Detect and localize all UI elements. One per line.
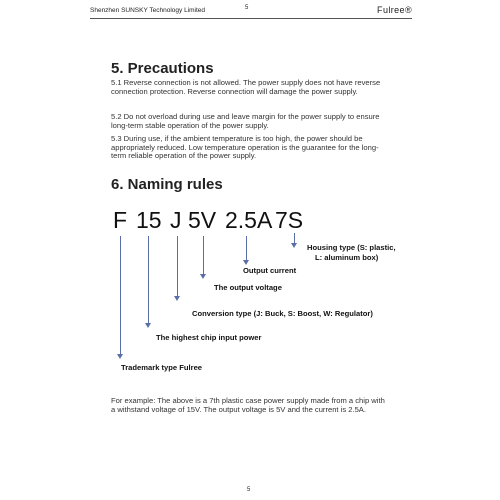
precaution-5-1: 5.1 Reverse connection is not allowed. The power supply does not have reverse connection protection. Reverse connection will damage the power supply.	[111, 78, 381, 96]
arrow-current-head	[243, 260, 249, 265]
code-part-chip-voltage: 15	[136, 207, 162, 233]
arrow-chip-head	[145, 323, 151, 328]
header-brand: Fulree®	[377, 5, 412, 15]
label-conversion-type: Conversion type (J: Buck, S: Boost, W: Regulator)	[192, 309, 373, 318]
code-part-output-voltage: 5V	[188, 207, 217, 233]
page-header	[90, 4, 412, 19]
label-chip-voltage: The highest chip input power	[156, 333, 262, 342]
section-6-title: 6. Naming rules	[111, 176, 223, 193]
label-trademark: Trademark type Fulree	[121, 363, 203, 372]
precaution-5-2: 5.2 Do not overload during use and leave margin for the power supply to ensure long-term stable operation of the power supply.	[111, 112, 380, 130]
arrow-trademark-line	[120, 236, 121, 354]
label-output-voltage: The output voltage	[214, 283, 282, 292]
arrow-current-line	[246, 236, 247, 260]
section-5-title: 5. Precautions	[111, 60, 214, 77]
arrow-trademark-head	[117, 354, 123, 359]
arrow-conversion-head	[174, 296, 180, 301]
arrow-conversion-line	[177, 236, 178, 296]
code-part-brand: F	[113, 207, 128, 233]
arrow-voltage-head	[200, 274, 206, 279]
footer-page-number: 5	[247, 487, 251, 493]
precaution-5-3: 5.3 During use, if the ambient temperature is too high, the power should be appropriately reduced. Low temperature operation is the guarantee for the long-term reliable operation of the power supply.	[111, 134, 379, 161]
code-part-output-current: 2.5A	[225, 207, 273, 233]
label-output-current: Output current	[243, 266, 297, 275]
code-part-conversion: J	[170, 207, 182, 233]
arrow-housing-head	[291, 243, 297, 248]
arrow-chip-line	[148, 236, 149, 323]
arrow-housing-line	[294, 233, 295, 243]
code-part-housing: 7S	[275, 207, 304, 233]
label-housing-type: Housing type (S: plastic,	[307, 243, 396, 252]
arrow-voltage-line	[203, 236, 204, 274]
header-page-number: 5	[245, 5, 249, 11]
naming-example: For example: The above is a 7th plastic case power supply made from a chip with a withstand voltage of 15V. The output voltage is 5V and the current is 2.5A.	[111, 396, 385, 414]
label-housing-type-2: L: aluminum box)	[315, 253, 379, 262]
header-company: Shenzhen SUNSKY Technology Limited	[90, 7, 206, 14]
